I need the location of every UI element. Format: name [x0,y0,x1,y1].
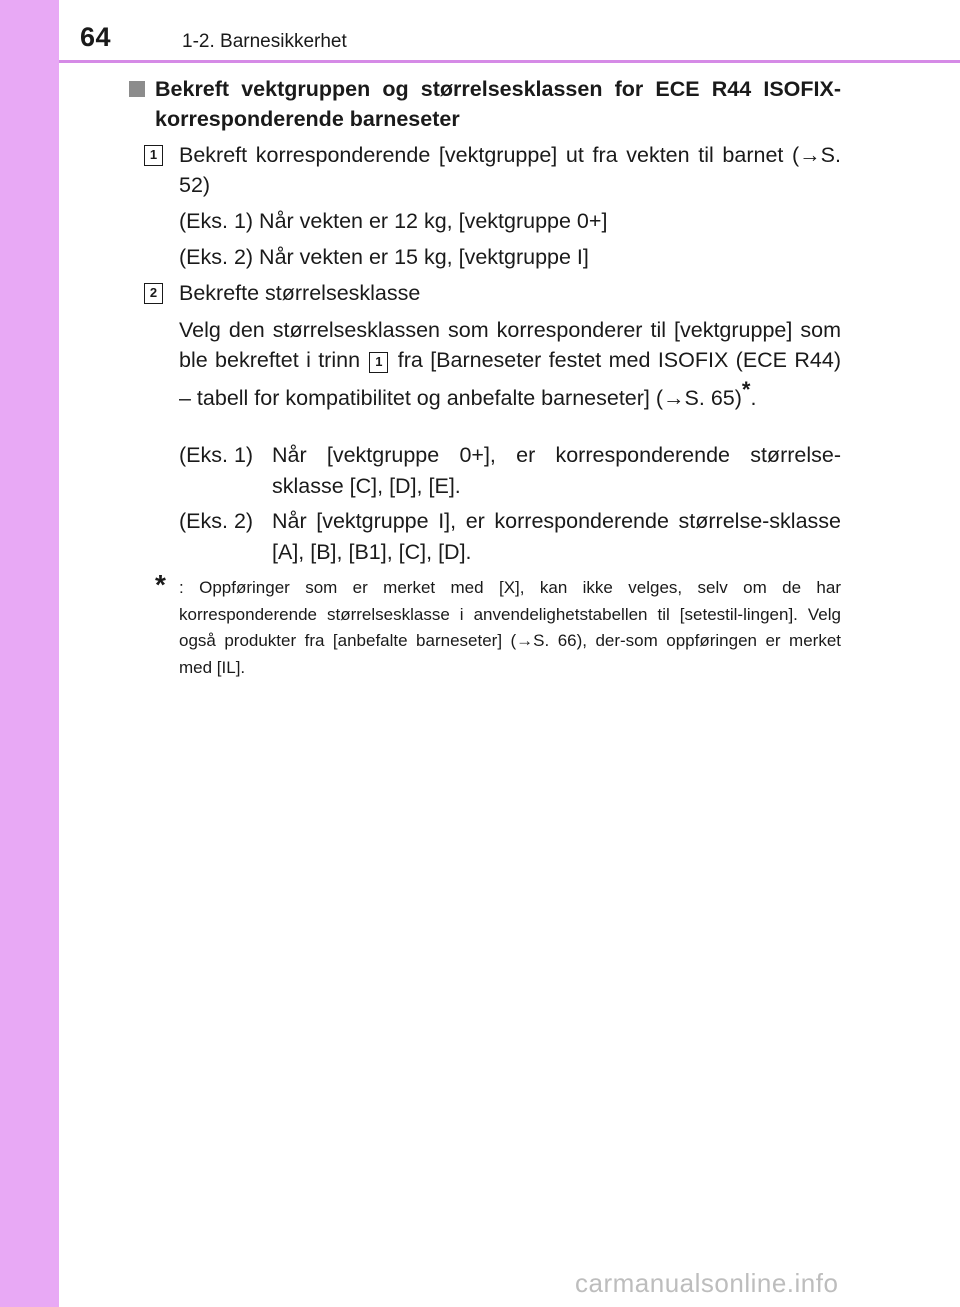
example-label: (Eks. 2) [179,509,254,533]
step-2-text-part2: fra [Barneseter festet med ISOFIX (ECE R44) – tabell for kompatibilitet og anbefalte barneseter] (→S. 65) [179,348,841,410]
bullet-square-icon [129,81,145,97]
example-text: Når [vektgruppe 0+], er korresponderende størrelse-sklasse [C], [D], [E]. [272,443,841,498]
footnote-marker: * [155,569,166,600]
step-reference-box: 1 [369,352,388,373]
step-1-text: Bekreft korresponderende [vektgruppe] ut fra vekten til barnet (→S. 52) [179,143,841,197]
step-2-example-1 [179,440,841,502]
step-1-example-1: (Eks. 1) Når vekten er 12 kg, [vektgruppe 0+] [179,209,608,233]
step-number-box: 2 [144,283,163,304]
step-number-box: 1 [144,145,163,166]
step-2-text-part1: Velg den størrelsesklassen som korresponderer til [vektgruppe] som ble bekreftet i trinn [179,318,841,372]
step-2-example-2 [179,506,841,568]
footnote [155,569,841,681]
step-1-example-2: (Eks. 2) Når vekten er 15 kg, [vektgruppe I] [179,245,589,269]
example-label: (Eks. 1) [179,443,254,467]
step-2-text [179,315,841,413]
footnote-star-marker: * [741,377,751,402]
example-text: Når [vektgruppe I], er korresponderende størrelse-sklasse [A], [B], [B1], [C], [D]. [272,509,841,564]
step-2-text-end: . [750,386,757,410]
section-heading-text: Bekreft vektgruppen og størrelsesklassen for ECE R44 ISOFIX-korresponderende barneseter [155,77,841,131]
site-watermark: carmanualsonline.info [575,1268,839,1298]
step-2-title: Bekrefte størrelsesklasse [179,281,421,305]
section-title: 1-2. Barnesikkerhet [182,31,347,52]
footnote-text: : Oppføringer som er merket med [X], kan ikke velges, selv om de har korresponderende størrelsesklasse i anvendelighetstabellen til [setestil-lingen]. Velg også produkter fra [anbefalte barneseter] (→S. 66), der-som oppføringen er merket med [IL]. [179,578,841,677]
page-number: 64 [80,22,112,52]
section-heading [129,74,841,134]
